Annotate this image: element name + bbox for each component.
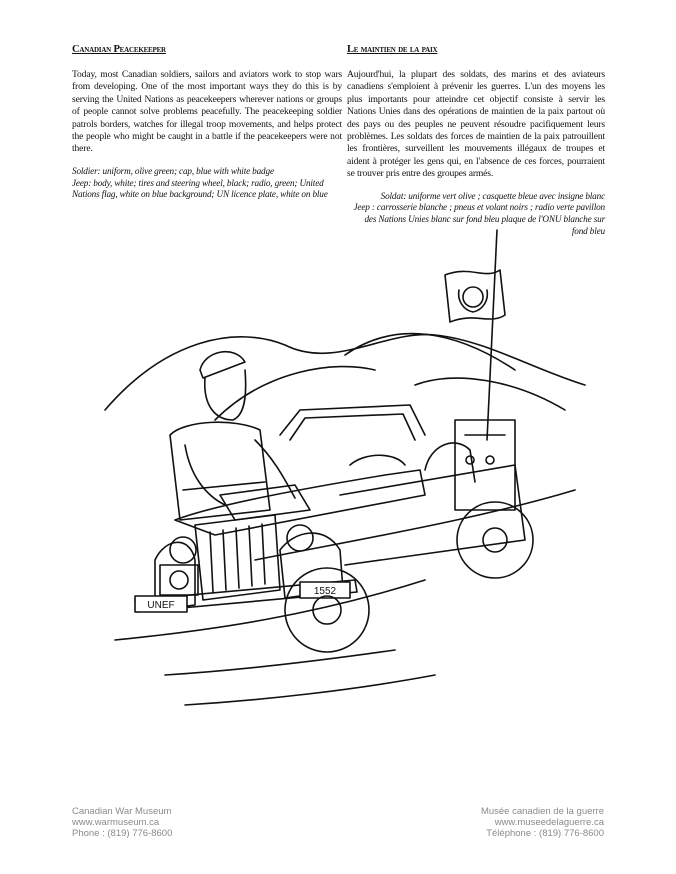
jeep <box>135 405 533 652</box>
footer-french <box>481 806 604 839</box>
road-edge <box>185 675 435 705</box>
footer-en-web[interactable]: www.warmuseum.ca <box>72 817 160 828</box>
french-soldier-colors: Soldat: uniforme vert olive ; casquette bleue avec insigne blanc <box>380 190 605 201</box>
hill-line <box>345 334 515 370</box>
steering-wheel <box>350 455 405 465</box>
hill-line <box>105 335 585 410</box>
hill-line <box>215 367 375 420</box>
road-edge <box>165 650 395 675</box>
english-body: Today, most Canadian soldiers, sailors and aviators work to stop wars from developing. One of the most important ways they do this is by serving the United Nations as peacekeepers wherever nations or groups of people cannot solve problems peacefully. The peacekeeping soldier patrols borders, watches for illegal troop movements, and helps protect the people who might be caught in a battle if the peacekeepers were not there. <box>72 69 342 155</box>
grille-slat <box>210 532 213 592</box>
english-column <box>72 44 342 201</box>
grille-slat <box>223 530 226 590</box>
headlight <box>287 525 313 551</box>
radio-knob <box>486 456 494 464</box>
windshield-glass <box>290 414 415 440</box>
un-emblem-plate <box>160 565 198 595</box>
footer-fr-web[interactable]: www.museedelaguerre.ca <box>494 817 604 828</box>
body-side <box>340 465 525 565</box>
soldier <box>170 352 310 520</box>
un-emblem <box>170 571 188 589</box>
soldier-cap <box>200 352 245 378</box>
grille-slat <box>262 524 265 584</box>
flag-emblem <box>463 287 483 307</box>
english-jeep-colors: Jeep: body, white; tires and steering wheel, black; radio, green; United Nations flag, white on blue background; UN licence plate, white on blue <box>72 177 328 200</box>
rear-wheel-hub <box>483 528 507 552</box>
windshield-frame <box>280 405 425 435</box>
grille-slat <box>236 528 239 588</box>
soldier-arm <box>185 445 225 505</box>
radio-knob <box>466 456 474 464</box>
french-jeep-colors: Jeep : carrosserie blanche ; pneus et volant noirs ; radio verte pavillon des Nations Unies blanc sur fond bleu plaque de l'ONU blanche sur fond bleu <box>353 202 605 237</box>
english-soldier-colors: Soldier: uniform, olive green; cap, blue with white badge <box>72 165 274 176</box>
french-column <box>347 44 605 238</box>
soldier-head <box>205 370 246 420</box>
antenna <box>487 230 497 440</box>
un-flag <box>445 270 505 322</box>
footer-en-phone: Phone : (819) 776-8600 <box>72 828 173 839</box>
peacekeeper-jeep-illustration <box>95 220 595 720</box>
soldier-torso <box>170 422 270 520</box>
french-body: Aujourd'hui, la plupart des soldats, des marins et des aviateurs canadiens s'emploient à prévenir les guerres. L'un des moyens les plus importants pour atteindre cet objectif consiste à servir les Nations Unies dans des opérations de maintien de la paix partout où des pays ou des peuples ne peuvent résoudre pacifiquement leurs problèmes. Les soldats des forces de maintien de la paix patrouillent les frontières, surveillent les mouvements illégaux de troupes et aident à protéger les gens qui, en l'absence de ces forces, pourraient se trouver pris entre des groupes armés. <box>347 69 605 180</box>
footer-fr-phone: Téléphone : (819) 776-8600 <box>486 828 604 839</box>
radio-box <box>455 420 515 510</box>
headlight <box>170 537 196 563</box>
front-wheel <box>285 568 369 652</box>
footer-en-org: Canadian War Museum <box>72 806 172 817</box>
footer-fr-org: Musée canadien de la guerre <box>480 806 604 817</box>
footer-english <box>72 806 172 839</box>
french-title: Le maintien de la paix <box>347 44 438 55</box>
english-title: Canadian Peacekeeper <box>72 44 166 55</box>
front-wheel-hub <box>313 596 341 624</box>
license-plate-left-text: UNEF <box>147 600 175 611</box>
grille-slat <box>249 526 252 586</box>
license-plate-right-text: 1552 <box>313 586 337 597</box>
soldier-belt <box>183 482 265 490</box>
